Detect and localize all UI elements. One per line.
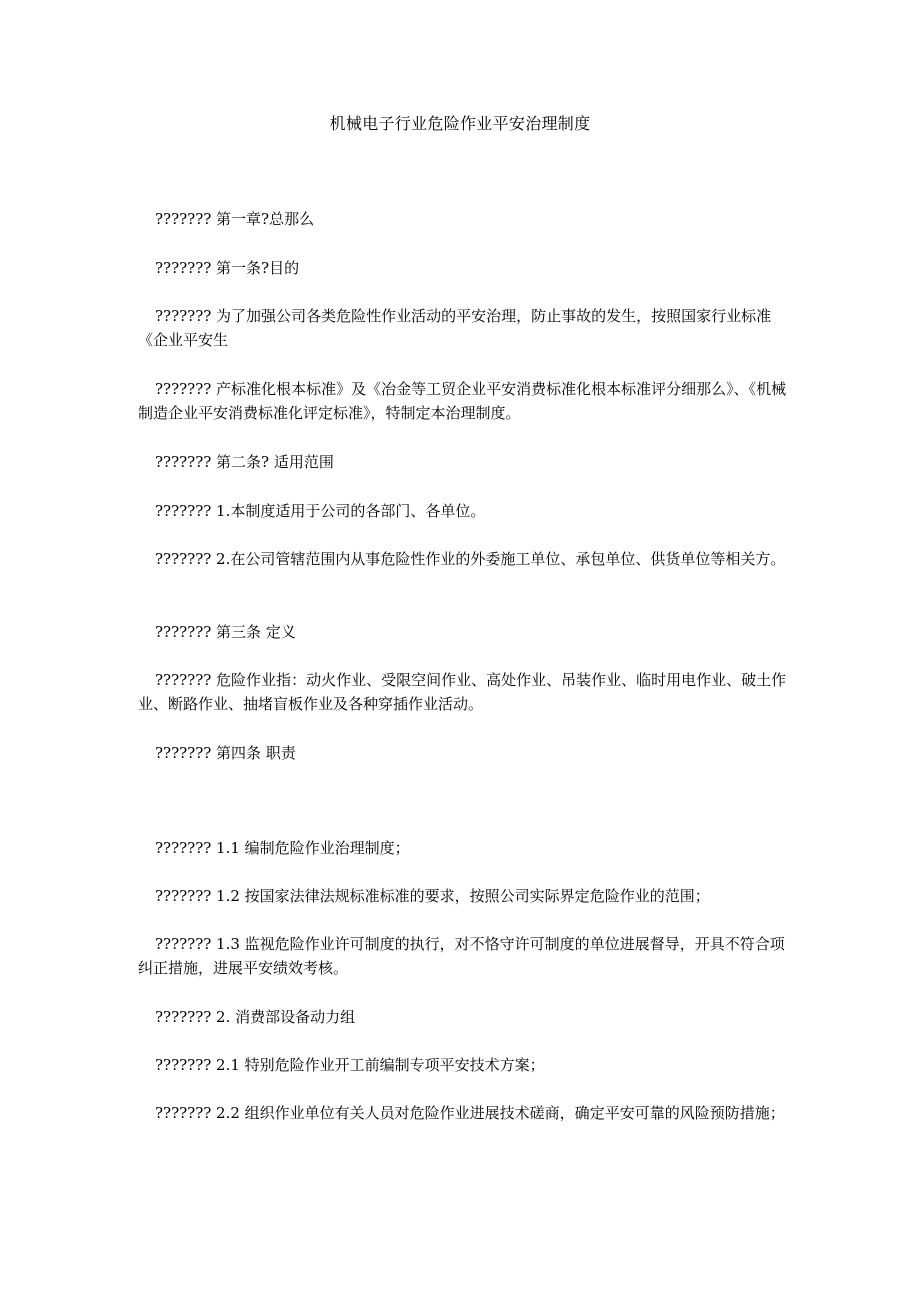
paragraph-article-2: ??????? 第二条? 适用范围 — [155, 453, 334, 471]
paragraph-article-1: ??????? 第一条?目的 — [155, 259, 300, 277]
paragraph-article-3: ??????? 第三条 定义 — [155, 623, 296, 641]
paragraph-duty-1-1: ??????? 1.1 编制危险作业治理制度； — [155, 839, 410, 857]
paragraph-purpose: ??????? 为了加强公司各类危险性作业活动的平安治理，防止事故的发生，按照国家行业标准《企业平安生 — [138, 307, 772, 349]
paragraph-chapter-1: ??????? 第一章?总那么 — [155, 210, 315, 228]
paragraph-scope-1: ??????? 1.本制度适用于公司的各部门、各单位。 — [155, 502, 486, 520]
paragraph-article-4: ??????? 第四条 职责 — [155, 744, 296, 762]
paragraph-standards: ??????? 产标准化根本标准》及《冶金等工贸企业平安消费标准化根本标准评分细那么》、《机械制造企业平安消费标准化评定标准》，特制定本治理制度。 — [138, 380, 787, 422]
paragraph-duty-2: ??????? 2. 消费部设备动力组 — [155, 1008, 356, 1026]
paragraph-definition: ??????? 危险作业指：动火作业、受限空间作业、高处作业、吊装作业、临时用电作业、破土作业、断路作业、抽堵盲板作业及各种穿插作业活动。 — [138, 671, 787, 713]
paragraph-duty-2-2: ??????? 2.2 组织作业单位有关人员对危险作业进展技术磋商，确定平安可靠的风险预防措施； — [155, 1104, 785, 1122]
paragraph-scope-2: ??????? 2.在公司管辖范围内从事危险性作业的外委施工单位、承包单位、供货单位等相关方。 — [155, 550, 786, 568]
document-title: 机械电子行业危险作业平安治理制度 — [329, 114, 591, 133]
paragraph-duty-1-3: ??????? 1.3 监视危险作业许可制度的执行，对不恪守许可制度的单位进展督导，开具不符合项纠正措施，进展平安绩效考核。 — [138, 935, 785, 977]
paragraph-duty-2-1: ??????? 2.1 特别危险作业开工前编制专项平安技术方案； — [155, 1056, 545, 1074]
paragraph-duty-1-2: ??????? 1.2 按国家法律法规标准标准的要求，按照公司实际界定危险作业的范围； — [155, 887, 710, 905]
